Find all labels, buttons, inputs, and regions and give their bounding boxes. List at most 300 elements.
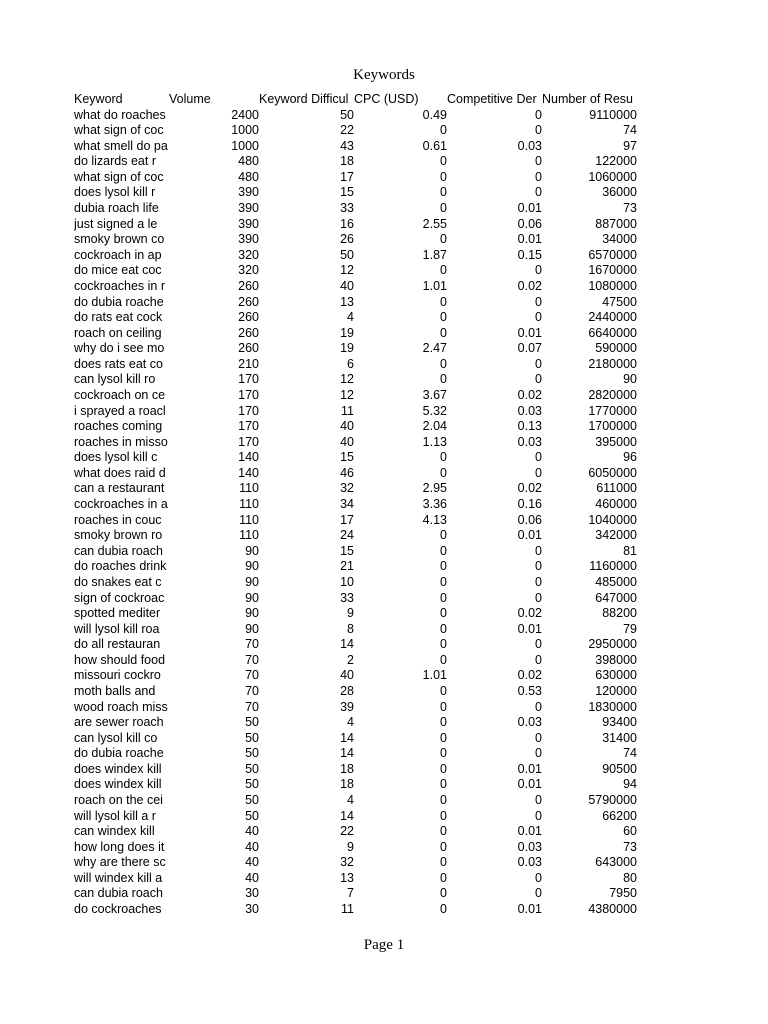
table-row (74, 357, 637, 373)
cell-volume: 390 (238, 232, 259, 247)
cell-volume: 1000 (231, 138, 259, 153)
cell-competitive-density: 0 (535, 123, 542, 138)
table-row (74, 185, 637, 201)
cell-keyword: missouri cockro (74, 668, 161, 683)
table-row (74, 310, 637, 326)
cell-difficulty: 18 (340, 761, 354, 776)
cell-competitive-density: 0.01 (517, 824, 542, 839)
table-row (74, 528, 637, 544)
table-row (74, 263, 637, 279)
cell-results: 90 (623, 372, 637, 387)
page-title: Keywords (353, 67, 415, 83)
table-row (74, 762, 637, 778)
cell-difficulty: 43 (340, 138, 354, 153)
cell-keyword: how should food (74, 652, 166, 667)
cell-competitive-density: 0 (535, 808, 542, 823)
cell-competitive-density: 0.03 (517, 403, 542, 418)
cell-results: 1770000 (588, 403, 637, 418)
cell-volume: 50 (245, 777, 259, 792)
table-row (74, 746, 637, 762)
table-row (74, 139, 637, 155)
cell-keyword: wood roach miss (74, 699, 168, 714)
table-row (74, 622, 637, 638)
table-row (74, 295, 637, 311)
cell-keyword: can dubia roach (74, 886, 163, 901)
cell-difficulty: 18 (340, 154, 354, 169)
table-row (74, 497, 637, 513)
cell-competitive-density: 0 (535, 154, 542, 169)
cell-competitive-density: 0 (535, 699, 542, 714)
cell-results: 122000 (595, 154, 637, 169)
cell-keyword: do dubia roache (74, 746, 164, 761)
cell-cpc: 0 (440, 793, 447, 808)
cell-results: 460000 (595, 497, 637, 512)
table-row (74, 404, 637, 420)
cell-difficulty: 15 (340, 450, 354, 465)
cell-volume: 70 (245, 637, 259, 652)
cell-cpc: 0 (440, 325, 447, 340)
cell-results: 94 (623, 777, 637, 792)
cell-competitive-density: 0.03 (517, 715, 542, 730)
cell-cpc: 0 (440, 356, 447, 371)
header-competitive-density: Competitive Der (447, 92, 537, 106)
cell-difficulty: 14 (340, 746, 354, 761)
cell-results: 2820000 (588, 387, 637, 402)
cell-results: 47500 (602, 294, 637, 309)
cell-results: 2180000 (588, 356, 637, 371)
cell-competitive-density: 0 (535, 356, 542, 371)
table-row (74, 232, 637, 248)
cell-results: 31400 (602, 730, 637, 745)
cell-volume: 90 (245, 574, 259, 589)
cell-keyword: what sign of coc (74, 169, 164, 184)
cell-competitive-density: 0 (535, 185, 542, 200)
cell-results: 73 (623, 201, 637, 216)
cell-competitive-density: 0 (535, 372, 542, 387)
cell-keyword: does lysol kill r (74, 185, 156, 200)
cell-cpc: 5.32 (422, 403, 447, 418)
cell-results: 120000 (595, 683, 637, 698)
cell-cpc: 0 (440, 465, 447, 480)
cell-competitive-density: 0 (535, 263, 542, 278)
cell-volume: 260 (238, 310, 259, 325)
cell-difficulty: 46 (340, 465, 354, 480)
cell-cpc: 0 (440, 590, 447, 605)
cell-difficulty: 22 (340, 123, 354, 138)
cell-results: 81 (623, 543, 637, 558)
cell-difficulty: 33 (340, 590, 354, 605)
table-row (74, 481, 637, 497)
cell-volume: 40 (245, 839, 259, 854)
cell-competitive-density: 0 (535, 637, 542, 652)
cell-volume: 110 (239, 481, 259, 496)
cell-results: 887000 (595, 216, 637, 231)
cell-difficulty: 13 (340, 870, 354, 885)
cell-cpc: 2.47 (422, 341, 447, 356)
cell-results: 1670000 (588, 263, 637, 278)
table-row (74, 575, 637, 591)
cell-results: 80 (623, 870, 637, 885)
cell-cpc: 2.55 (422, 216, 447, 231)
cell-volume: 50 (245, 793, 259, 808)
cell-results: 2440000 (588, 310, 637, 325)
cell-keyword: can a restaurant (74, 481, 165, 496)
cell-results: 590000 (595, 341, 637, 356)
cell-cpc: 0 (440, 574, 447, 589)
cell-volume: 1000 (231, 123, 259, 138)
header-row (74, 92, 637, 108)
cell-volume: 210 (238, 356, 259, 371)
cell-volume: 70 (245, 668, 259, 683)
cell-cpc: 0 (440, 372, 447, 387)
cell-keyword: smoky brown ro (74, 528, 163, 543)
cell-difficulty: 18 (340, 777, 354, 792)
table-row (74, 435, 637, 451)
cell-keyword: will lysol kill roa (74, 621, 160, 636)
cell-cpc: 0 (440, 559, 447, 574)
table-row (74, 466, 637, 482)
cell-volume: 90 (245, 606, 259, 621)
cell-keyword: what sign of coc (74, 123, 164, 138)
table-row (74, 731, 637, 747)
cell-difficulty: 13 (340, 294, 354, 309)
cell-volume: 50 (245, 746, 259, 761)
cell-cpc: 0 (440, 824, 447, 839)
cell-difficulty: 11 (341, 403, 354, 418)
cell-difficulty: 10 (340, 574, 354, 589)
cell-keyword: do all restauran (74, 637, 161, 652)
cell-keyword: roaches in couc (74, 512, 162, 527)
cell-competitive-density: 0 (535, 294, 542, 309)
table-row (74, 824, 637, 840)
cell-volume: 50 (245, 761, 259, 776)
keywords-table (74, 92, 637, 918)
cell-results: 1160000 (589, 559, 637, 574)
cell-keyword: does windex kill (74, 761, 162, 776)
cell-difficulty: 19 (340, 325, 354, 340)
table-row (74, 871, 637, 887)
cell-difficulty: 12 (340, 263, 354, 278)
cell-competitive-density: 0.01 (517, 761, 542, 776)
cell-keyword: i sprayed a roacl (74, 403, 166, 418)
cell-cpc: 0 (440, 169, 447, 184)
cell-volume: 90 (245, 559, 259, 574)
cell-difficulty: 33 (340, 201, 354, 216)
cell-results: 6640000 (588, 325, 637, 340)
cell-cpc: 0 (440, 528, 447, 543)
cell-results: 6570000 (588, 247, 637, 262)
table-row (74, 544, 637, 560)
cell-competitive-density: 0.16 (517, 497, 542, 512)
cell-volume: 70 (245, 652, 259, 667)
cell-volume: 170 (238, 372, 259, 387)
table-row (74, 700, 637, 716)
cell-volume: 110 (239, 512, 259, 527)
cell-keyword: do rats eat cock (74, 310, 163, 325)
cell-results: 34000 (602, 232, 637, 247)
cell-volume: 50 (245, 808, 259, 823)
cell-competitive-density: 0 (535, 590, 542, 605)
cell-results: 342000 (595, 528, 637, 543)
cell-competitive-density: 0.01 (517, 528, 542, 543)
cell-difficulty: 32 (340, 855, 354, 870)
header-keyword-difficulty: Keyword Difficul (259, 92, 349, 106)
cell-results: 88200 (602, 606, 637, 621)
cell-keyword: roaches in misso (74, 434, 168, 449)
cell-keyword: does windex kill (74, 777, 162, 792)
table-row (74, 902, 637, 918)
cell-results: 2950000 (588, 637, 637, 652)
cell-difficulty: 6 (347, 356, 354, 371)
cell-volume: 70 (245, 683, 259, 698)
cell-results: 6050000 (588, 465, 637, 480)
cell-cpc: 1.87 (422, 247, 447, 262)
table-row (74, 668, 637, 684)
cell-difficulty: 14 (340, 637, 354, 652)
cell-difficulty: 28 (340, 683, 354, 698)
table-row (74, 777, 637, 793)
cell-keyword: cockroach in ap (74, 247, 162, 262)
cell-keyword: why are there sc (74, 855, 166, 870)
cell-difficulty: 12 (340, 387, 354, 402)
cell-difficulty: 50 (340, 107, 354, 122)
cell-volume: 50 (245, 715, 259, 730)
cell-competitive-density: 0 (535, 107, 542, 122)
cell-cpc: 0 (440, 310, 447, 325)
cell-difficulty: 26 (340, 232, 354, 247)
table-row (74, 326, 637, 342)
cell-results: 1060000 (588, 169, 637, 184)
cell-difficulty: 32 (340, 481, 354, 496)
cell-volume: 40 (245, 870, 259, 885)
cell-keyword: does rats eat co (74, 356, 163, 371)
cell-results: 73 (623, 839, 637, 854)
cell-difficulty: 4 (347, 715, 354, 730)
table-row (74, 513, 637, 529)
cell-volume: 40 (245, 855, 259, 870)
cell-difficulty: 50 (340, 247, 354, 262)
cell-competitive-density: 0 (535, 870, 542, 885)
cell-volume: 480 (238, 154, 259, 169)
cell-cpc: 0 (440, 621, 447, 636)
cell-keyword: just signed a le (74, 216, 158, 231)
cell-difficulty: 16 (340, 216, 354, 231)
cell-cpc: 0 (440, 185, 447, 200)
table-row (74, 715, 637, 731)
cell-difficulty: 8 (347, 621, 354, 636)
cell-difficulty: 40 (340, 278, 354, 293)
cell-cpc: 0 (440, 683, 447, 698)
cell-keyword: will windex kill a (74, 870, 163, 885)
cell-volume: 30 (245, 902, 259, 917)
cell-difficulty: 9 (347, 606, 354, 621)
cell-competitive-density: 0.01 (517, 621, 542, 636)
cell-competitive-density: 0 (535, 169, 542, 184)
cell-results: 4380000 (588, 902, 637, 917)
cell-volume: 390 (238, 201, 259, 216)
cell-cpc: 0 (440, 637, 447, 652)
cell-volume: 390 (238, 185, 259, 200)
cell-competitive-density: 0.02 (517, 481, 542, 496)
cell-competitive-density: 0 (535, 746, 542, 761)
cell-difficulty: 14 (340, 730, 354, 745)
cell-keyword: smoky brown co (74, 232, 165, 247)
table-row (74, 840, 637, 856)
table-row (74, 559, 637, 575)
cell-cpc: 3.36 (422, 497, 447, 512)
cell-difficulty: 40 (340, 434, 354, 449)
cell-volume: 110 (239, 528, 259, 543)
cell-results: 90500 (602, 761, 637, 776)
cell-competitive-density: 0.01 (517, 201, 542, 216)
cell-competitive-density: 0.07 (517, 341, 542, 356)
cell-competitive-density: 0 (535, 310, 542, 325)
cell-competitive-density: 0 (535, 465, 542, 480)
cell-volume: 260 (238, 294, 259, 309)
cell-results: 66200 (602, 808, 637, 823)
page-footer: Page 1 (363, 937, 405, 953)
cell-results: 74 (623, 746, 637, 761)
table-row (74, 606, 637, 622)
header-volume: Volume (169, 92, 211, 106)
cell-keyword: are sewer roach (74, 715, 164, 730)
cell-volume: 320 (238, 263, 259, 278)
cell-keyword: how long does it (74, 839, 165, 854)
cell-results: 93400 (602, 715, 637, 730)
cell-difficulty: 22 (340, 824, 354, 839)
cell-cpc: 2.04 (422, 419, 447, 434)
cell-volume: 90 (245, 543, 259, 558)
cell-difficulty: 7 (347, 886, 354, 901)
cell-competitive-density: 0.13 (517, 419, 542, 434)
table-row (74, 793, 637, 809)
cell-cpc: 0 (440, 450, 447, 465)
cell-volume: 260 (238, 341, 259, 356)
cell-cpc: 2.95 (422, 481, 447, 496)
table-row (74, 108, 637, 124)
cell-cpc: 1.01 (422, 668, 447, 683)
cell-competitive-density: 0 (535, 574, 542, 589)
cell-difficulty: 40 (340, 419, 354, 434)
cell-results: 74 (623, 123, 637, 138)
cell-volume: 140 (238, 450, 259, 465)
cell-cpc: 0 (440, 902, 447, 917)
cell-results: 611000 (596, 481, 637, 496)
table-row (74, 450, 637, 466)
cell-volume: 2400 (231, 107, 259, 122)
cell-difficulty: 21 (340, 559, 354, 574)
cell-keyword: do lizards eat r (74, 154, 156, 169)
table-row (74, 637, 637, 653)
table-row (74, 653, 637, 669)
header-cpc: CPC (USD) (354, 92, 419, 106)
cell-keyword: do cockroaches (74, 902, 162, 917)
table-row (74, 279, 637, 295)
cell-keyword: cockroaches in r (74, 278, 166, 293)
cell-keyword: moth balls and (74, 683, 156, 698)
cell-cpc: 0.61 (422, 138, 447, 153)
cell-results: 79 (623, 621, 637, 636)
cell-competitive-density: 0.02 (517, 606, 542, 621)
cell-results: 1700000 (588, 419, 637, 434)
cell-volume: 260 (238, 325, 259, 340)
table-row (74, 170, 637, 186)
cell-difficulty: 24 (340, 528, 354, 543)
cell-results: 60 (623, 824, 637, 839)
cell-results: 395000 (595, 434, 637, 449)
cell-competitive-density: 0.03 (517, 434, 542, 449)
cell-cpc: 0 (440, 294, 447, 309)
cell-cpc: 1.01 (422, 278, 447, 293)
cell-cpc: 1.13 (422, 434, 447, 449)
cell-keyword: roach on ceiling (74, 325, 162, 340)
cell-difficulty: 14 (340, 808, 354, 823)
table-row (74, 341, 637, 357)
cell-cpc: 4.13 (422, 512, 447, 527)
table-row (74, 809, 637, 825)
cell-keyword: spotted mediter (74, 606, 161, 621)
table-row (74, 419, 637, 435)
cell-keyword: roach on the cei (74, 793, 163, 808)
cell-competitive-density: 0.02 (517, 668, 542, 683)
cell-results: 647000 (595, 590, 637, 605)
cell-results: 485000 (595, 574, 637, 589)
cell-competitive-density: 0.03 (517, 839, 542, 854)
cell-volume: 170 (238, 387, 259, 402)
cell-volume: 90 (245, 590, 259, 605)
cell-results: 398000 (595, 652, 637, 667)
cell-keyword: will lysol kill a r (74, 808, 156, 823)
cell-difficulty: 9 (347, 839, 354, 854)
cell-keyword: what does raid d (74, 465, 166, 480)
cell-results: 36000 (602, 185, 637, 200)
cell-keyword: do snakes eat c (74, 574, 162, 589)
cell-competitive-density: 0 (535, 543, 542, 558)
cell-cpc: 3.67 (422, 387, 447, 402)
cell-volume: 30 (245, 886, 259, 901)
cell-keyword: cockroaches in a (74, 497, 168, 512)
cell-cpc: 0 (440, 263, 447, 278)
cell-keyword: can windex kill (74, 824, 155, 839)
header-keyword: Keyword (74, 92, 123, 106)
cell-cpc: 0 (440, 886, 447, 901)
cell-results: 643000 (595, 855, 637, 870)
cell-competitive-density: 0.53 (517, 683, 542, 698)
cell-keyword: do mice eat coc (74, 263, 162, 278)
cell-keyword: roaches coming (74, 419, 163, 434)
cell-competitive-density: 0.02 (517, 278, 542, 293)
cell-competitive-density: 0 (535, 886, 542, 901)
cell-results: 5790000 (588, 793, 637, 808)
cell-difficulty: 40 (340, 668, 354, 683)
cell-keyword: what do roaches (74, 107, 166, 122)
cell-difficulty: 12 (340, 372, 354, 387)
cell-difficulty: 11 (341, 902, 354, 917)
cell-cpc: 0 (440, 715, 447, 730)
cell-cpc: 0 (440, 761, 447, 776)
cell-results: 96 (623, 450, 637, 465)
cell-keyword: does lysol kill c (74, 450, 158, 465)
cell-competitive-density: 0.03 (517, 855, 542, 870)
cell-keyword: can dubia roach (74, 543, 163, 558)
cell-difficulty: 19 (340, 341, 354, 356)
cell-keyword: can lysol kill co (74, 730, 158, 745)
cell-cpc: 0 (440, 232, 447, 247)
cell-difficulty: 34 (340, 497, 354, 512)
cell-results: 1830000 (588, 699, 637, 714)
header-number-of-results: Number of Resu (542, 92, 634, 106)
cell-cpc: 0 (440, 543, 447, 558)
